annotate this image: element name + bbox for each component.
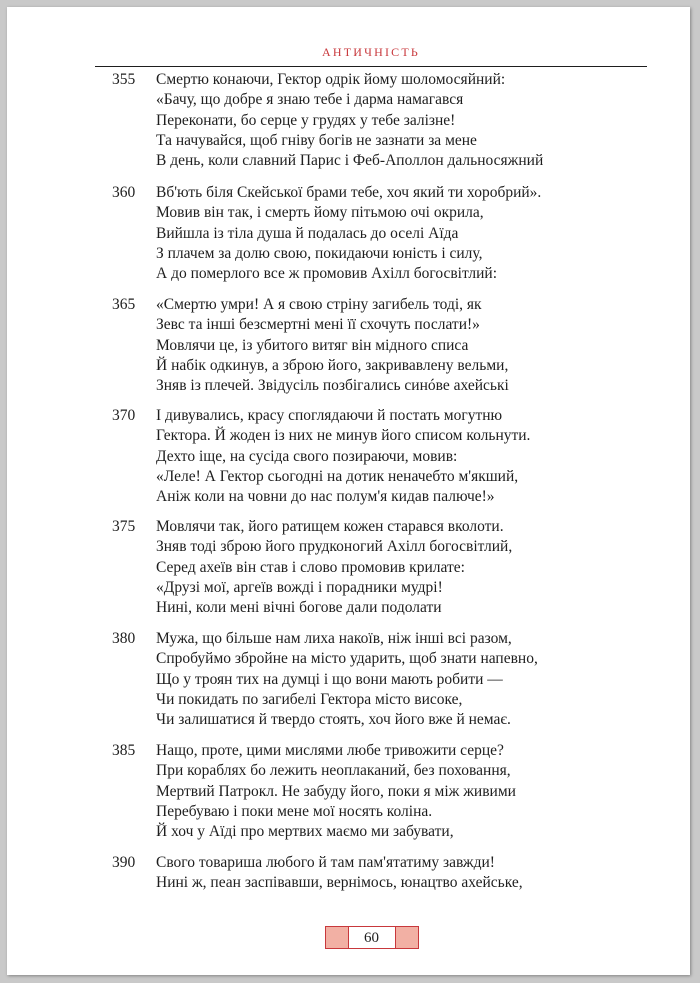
verse-line: Переконати, бо серце у грудях у тебе залізне!	[156, 111, 456, 129]
verse-line: Й набік одкинув, а зброю його, закривавлену вельми,	[156, 356, 509, 374]
verse-line: Зняв із плечей. Звідусіль позбігались синóве ахейські	[156, 377, 509, 395]
verse-line: Що у троян тих на думці і що вони мають робити —	[156, 670, 503, 688]
verse-line: Мужа, що більше нам лиха накоїв, ніж інші всі разом,	[156, 630, 512, 647]
verse-line: Та начувайся, щоб гніву богів не зазнати за мене	[156, 131, 477, 149]
page-number-footer	[318, 921, 424, 950]
verse-line: Зняв тоді зброю його прудконогий Ахілл богосвітлий,	[156, 538, 513, 556]
verse-line: Мовлячи це, із убитого витяг він мідного списа	[156, 336, 469, 354]
header-rule	[95, 66, 647, 67]
verse-line: Спробуймо збройне на місто ударить, щоб знати напевно,	[156, 650, 538, 668]
verse-line: Нині ж, пеан заспівавши, вернімось, юнацтво ахейське,	[156, 874, 523, 892]
verse-line: Смертю конаючи, Гектор одрік йому шоломосяйний:	[156, 71, 506, 88]
verse-line: При кораблях бо лежить неоплаканий, без поховання,	[156, 762, 511, 780]
page-number: 60	[348, 926, 395, 949]
book-page	[7, 7, 690, 975]
verse-line: Вб'ють біля Скейської брами тебе, хоч який ти хоробрий».	[156, 184, 542, 201]
verse-line: А до померлого все ж промовив Ахілл богосвітлий:	[156, 265, 498, 283]
verse-line: «Бачу, що добре я знаю тебе і дарма намагався	[156, 91, 464, 109]
verse-line: «Леле! А Гектор сьогодні на дотик неначебто м'якший,	[156, 467, 519, 485]
verse-line: Мовлячи так, його ратищем кожен старався вколоти.	[156, 518, 504, 535]
verse-line: З плачем за долю свою, покидаючи юність і силу,	[156, 244, 483, 262]
verse-line: В день, коли славний Парис і Феб-Аполлон дальносяжний	[156, 152, 544, 170]
verse-line: Зевс та інші безсмертні мені її схочуть послати!»	[156, 316, 480, 334]
line-number: 390	[112, 854, 136, 871]
verse-line: Гектора. Й жоден із них не минув його списом кольнути.	[156, 427, 531, 445]
verse-line: Нині, коли мені вічні богове дали подолати	[156, 599, 442, 617]
page-marker-right	[395, 926, 419, 949]
verse-line: Чи покидать по загибелі Гектора місто високе,	[156, 690, 463, 708]
verse-line: «Смертю умри! А я свою стріну загибель тоді, як	[156, 296, 482, 313]
verse-line: Аніж коли на човни до нас полум'я кидав палюче!»	[156, 488, 495, 506]
verse-line: Дехто іще, на сусіда свого позираючи, мовив:	[156, 447, 458, 465]
page-marker-left	[325, 926, 349, 949]
line-number: 360	[112, 184, 136, 201]
verse-line: Свого товариша любого й там пам'ятатиму завжди!	[156, 854, 495, 871]
line-number: 370	[112, 407, 136, 424]
verse-line: Перебуваю і поки мене мої носять коліна.	[156, 802, 433, 820]
verse-line: Й хоч у Аїді про мертвих маємо ми забувати,	[156, 823, 454, 841]
running-header: АНТИЧНІСТЬ	[321, 45, 420, 59]
verse-line: Нащо, проте, цими мислями любе тривожити серце?	[156, 742, 504, 759]
verse-line: Серед ахеїв він став і слово промовив крилате:	[156, 558, 465, 576]
line-number: 385	[112, 742, 136, 759]
verse-line: Мертвий Патрокл. Не забуду його, поки я між живими	[156, 782, 516, 800]
line-number: 375	[112, 518, 136, 535]
verse-line: «Друзі мої, аргеїв вожді і порадники мудрі!	[156, 578, 443, 596]
line-number: 355	[112, 71, 136, 88]
line-number: 380	[112, 630, 136, 647]
verse-line: Чи залишатися й твердо стоять, хоч його вже й немає.	[156, 711, 511, 729]
verse-line: Мовив він так, і смерть йому пітьмою очі окрила,	[156, 204, 484, 222]
verse-line: І дивувались, красу споглядаючи й постать могутню	[156, 407, 503, 424]
verse-line: Вийшла із тіла душа й подалась до оселі Аїда	[156, 224, 459, 242]
line-number: 365	[112, 296, 136, 313]
